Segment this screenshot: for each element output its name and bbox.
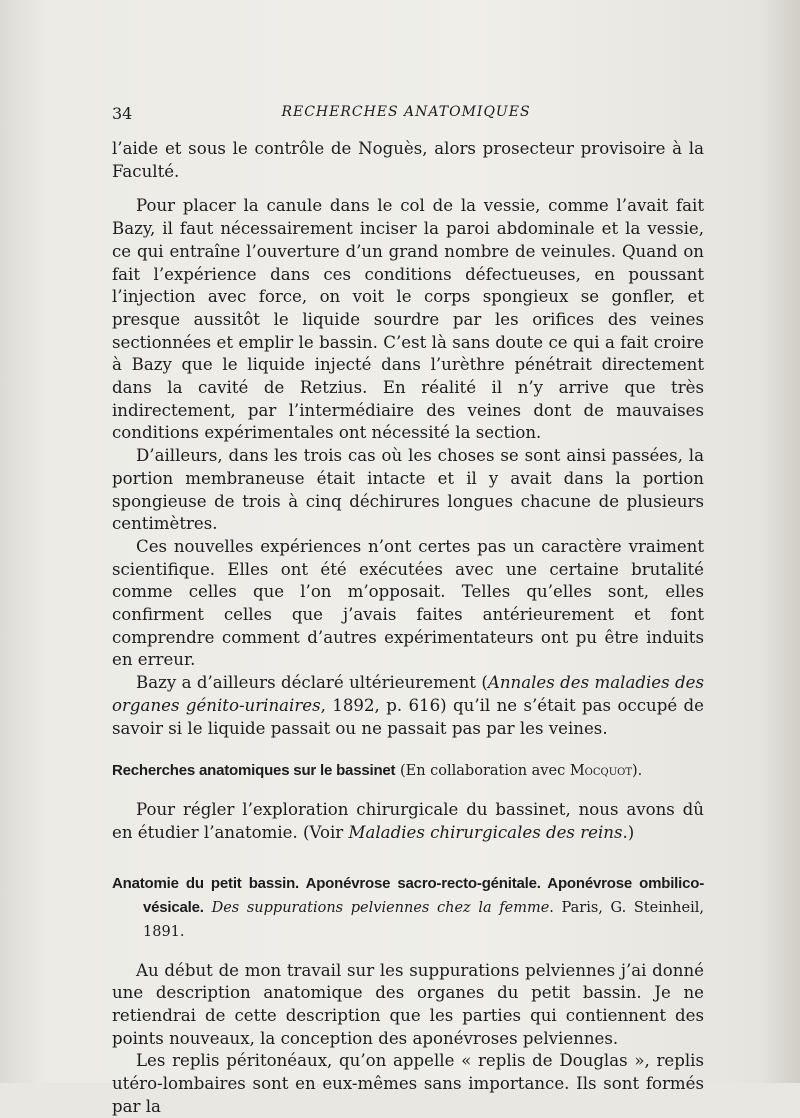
section-heading-bassinet bbox=[112, 760, 704, 783]
paragraph-replis: Les replis péritonéaux, qu’on appelle « replis de Douglas », replis utéro-lombaires sont en eux-mêmes sans importance. Ils sont formés par la bbox=[112, 1051, 704, 1116]
text-run: , 1892, p. 616) qu’il ne s’était pas occupé de savoir si le liquide passait ou ne passait pas par les veines. bbox=[112, 695, 704, 738]
heading-title: Recherches anatomiques sur le bassinet bbox=[112, 762, 396, 780]
page-body bbox=[112, 138, 704, 1118]
heading-collab: (En collaboration avec bbox=[395, 763, 570, 780]
author-name: Mocquot bbox=[569, 763, 633, 780]
paragraph-bazy bbox=[112, 672, 704, 740]
paragraph-canule: Pour placer la canule dans le col de la vessie, comme l’avait fait Bazy, il faut nécessairement inciser la paroi abdominale et la vessie, ce qui entraîne l’ouverture d’un grand nombre de veinules. Quand on fait l’expérience dans ces conditions défectueuses, en poussant l’injection avec force, on voit le corps spongieux se gonfler, et presque aussitôt le liquide sourdre par les orifices des veines sectionnées et emplir le bassin. C’est là sans doute ce qui a fait croire à Bazy que le liquide injecté dans l’urèthre pénétrait directement dans la cavité de Retzius. En réalité il n’y arrive que très indirectement, par l’intermédiaire des veines dont de mauvaises conditions expérimentales ont nécessité la section. bbox=[112, 196, 704, 443]
paragraph-regler bbox=[112, 799, 704, 844]
publisher: . Paris, G. Steinheil, 1891. bbox=[143, 900, 704, 940]
paragraph-dailleurs: D’ailleurs, dans les trois cas où les choses se sont ainsi passées, la portion membraneuse était intacte et il y avait dans la portion spongieuse de trois à cinq déchirures longues chacune de plusieurs centimètres. bbox=[112, 446, 704, 534]
heading-collab-end: ). bbox=[632, 763, 643, 780]
page-number: 34 bbox=[112, 104, 133, 123]
text-run: Pour régler l’exploration chirurgicale du bassinet, nous avons dû en étudier l’anatomie. (Voir bbox=[112, 799, 704, 842]
running-title: RECHERCHES ANATOMIQUES bbox=[281, 104, 531, 120]
paragraph-debut: Au début de mon travail sur les suppurations pelviennes j’ai donné une description anatomique des organes du petit bassin. Je ne retiendrai de cette description que les parties qui contiennent des points nouveaux, la conception des aponévroses pelviennes. bbox=[112, 960, 704, 1048]
paragraph-continuation: l’aide et sous le contrôle de Noguès, alors prosecteur provisoire à la Faculté. bbox=[112, 139, 704, 181]
section-heading-petit-bassin bbox=[112, 872, 704, 943]
citation-italic: Annales des maladies des organes génito-urinaires bbox=[112, 673, 704, 715]
page-header bbox=[112, 104, 700, 126]
heading-title: Anatomie du petit bassin. Aponévrose sacro-recto-génitale. Aponévrose ombilico-vésicale. bbox=[112, 875, 704, 917]
paragraph-experiences: Ces nouvelles expériences n’ont certes pas un caractère vraiment scientifique. Elles ont été exécutées avec une certaine brutalité comme celles que l’on m’opposait. Telles qu’elles sont, elles confirment celles que j’avais faites antérieurement et font comprendre comment d’autres expérimentateurs ont pu être induits en erreur. bbox=[112, 536, 704, 670]
book-title-italic: Des suppurations pelviennes chez la femme bbox=[211, 900, 550, 917]
text-run: .) bbox=[622, 822, 635, 842]
reference-italic: Maladies chirurgicales des reins bbox=[348, 822, 623, 842]
text-run: Bazy a d’ailleurs déclaré ultérieurement ( bbox=[136, 673, 488, 693]
